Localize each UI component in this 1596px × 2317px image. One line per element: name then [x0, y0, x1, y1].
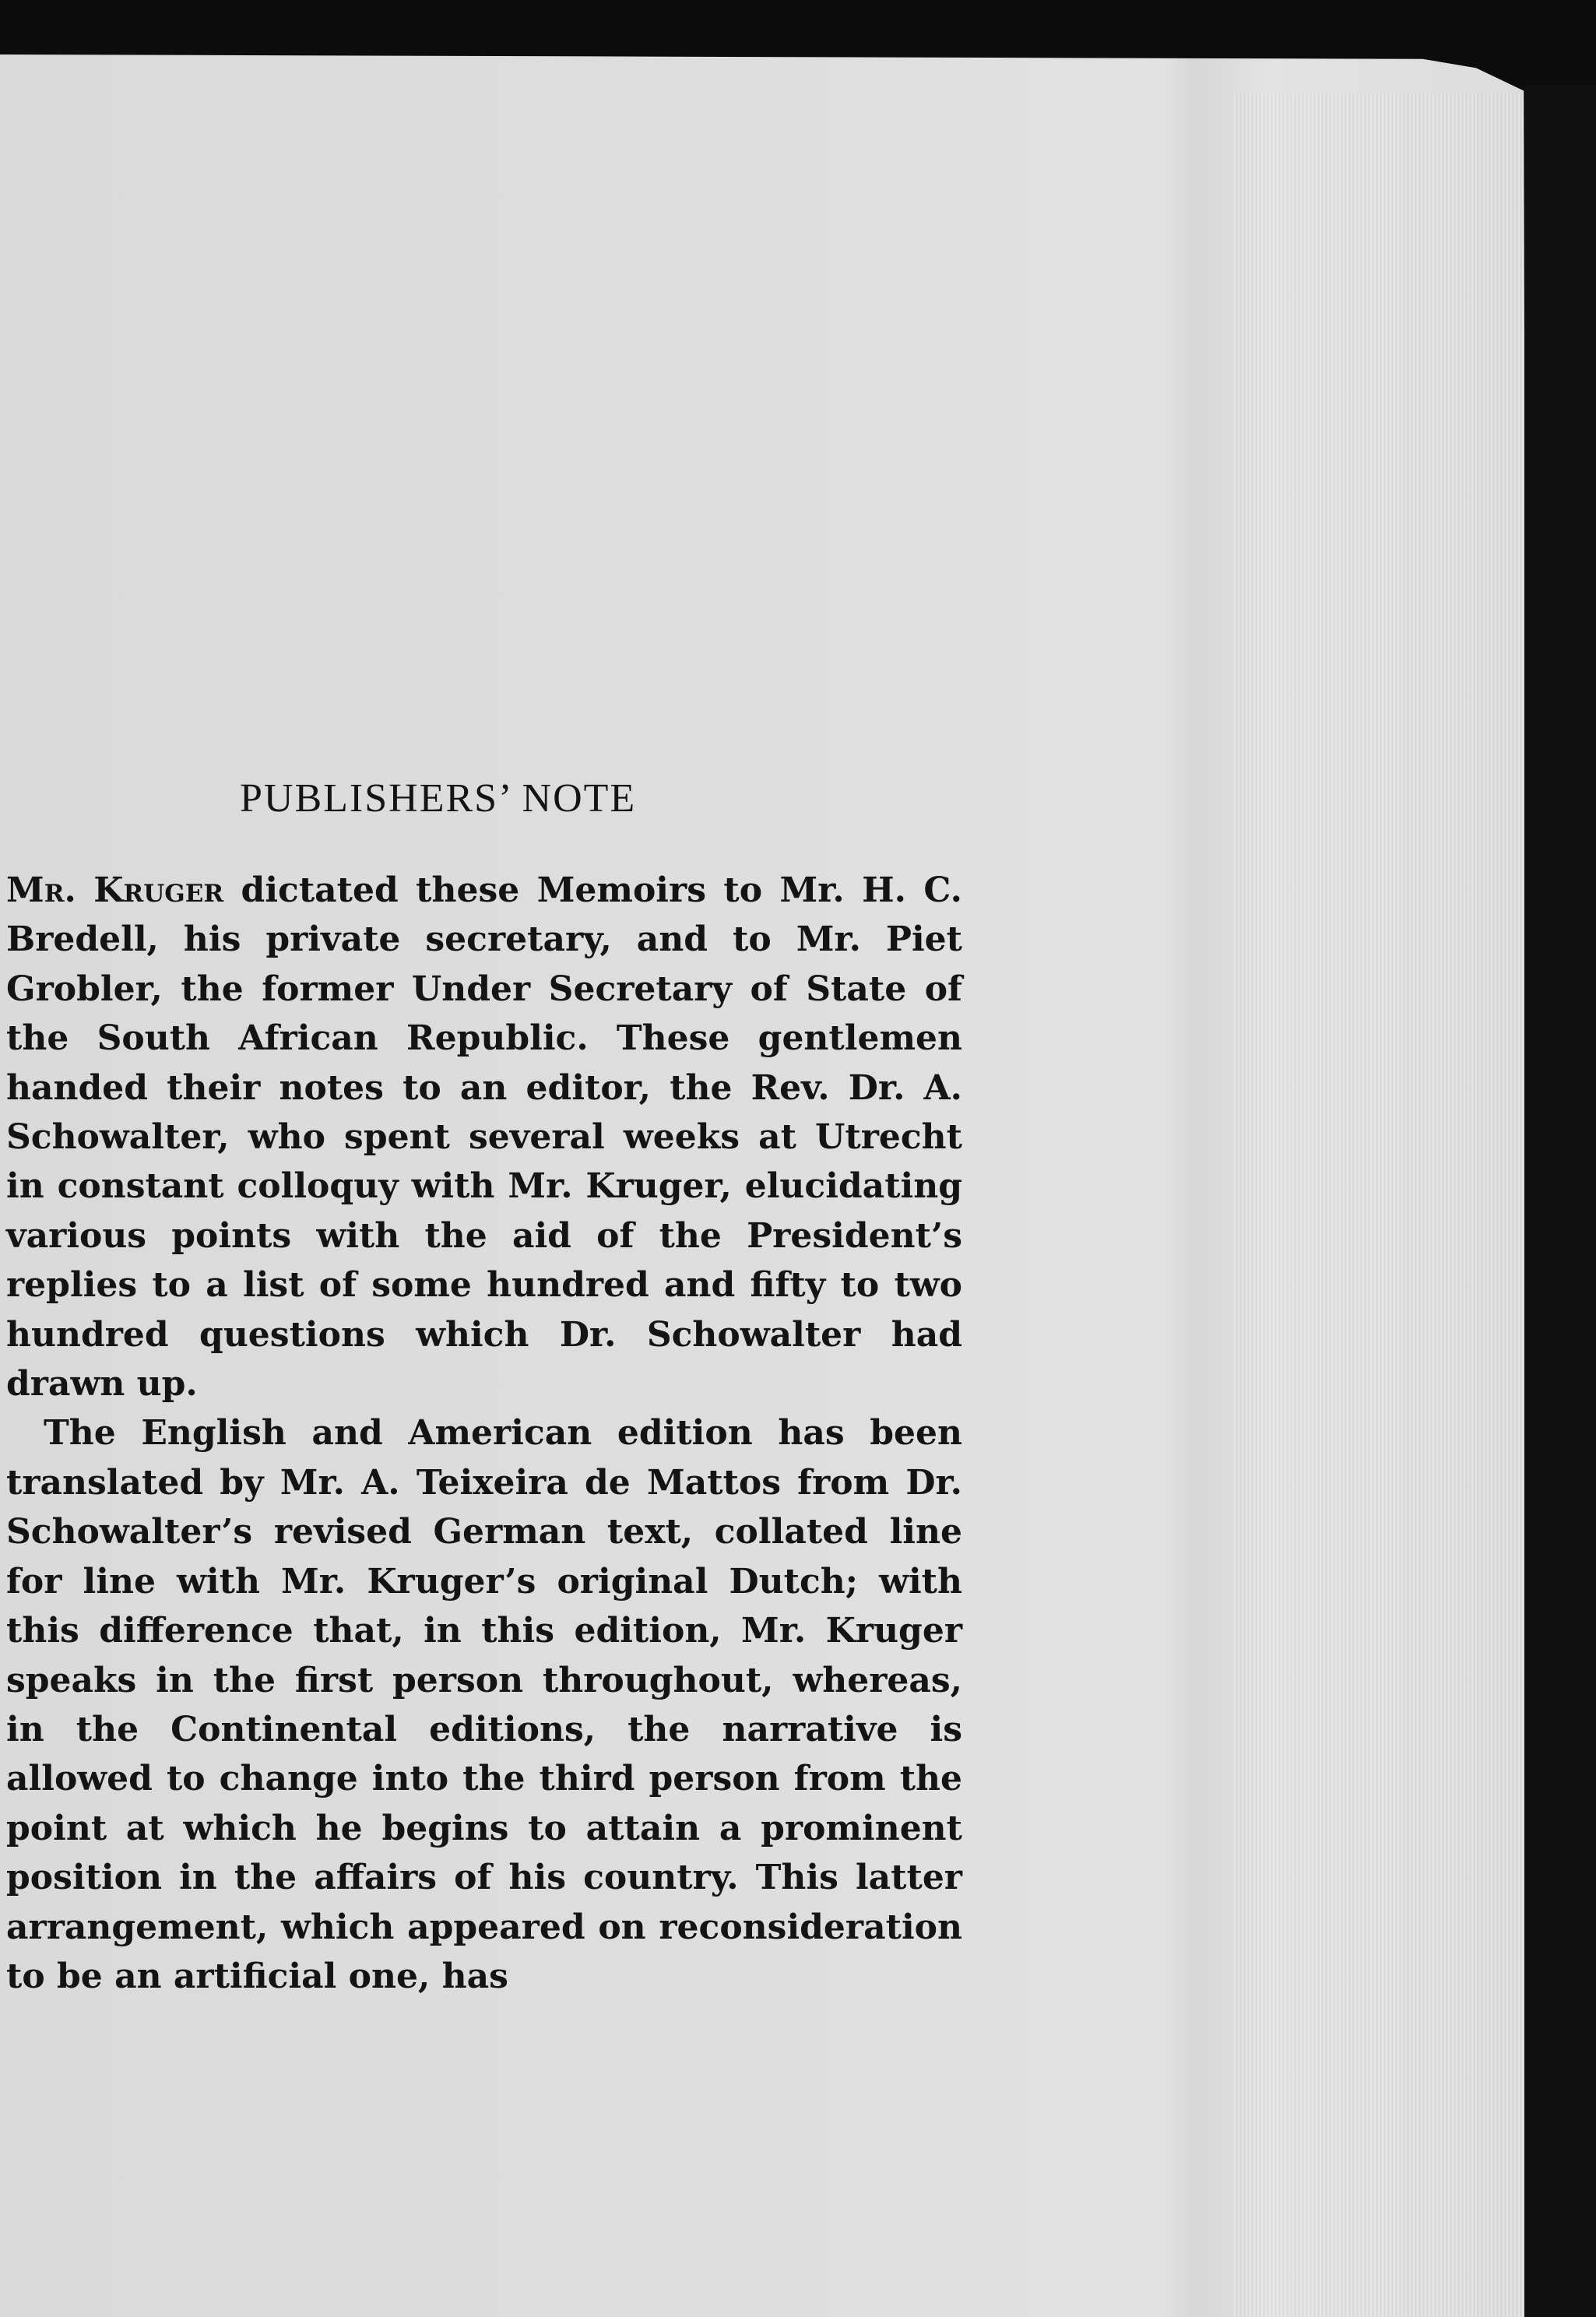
page-title: PUBLISHERS’ NOTE [240, 776, 637, 821]
paragraph-2: The English and American edition has been translated by Mr. A. Teixeira de Mattos from Dr. Schowalter’s revised German text, collated line for line with Mr. Kruger’s original Dutch; with this difference that, in this edition, Mr. Kruger speaks in the first person throughout, whereas, in the Continental editions, the narrative is allowed to change into the third person from the point at which he begins to attain a prominent position in the affairs of his country. This latter arrangement, which appeared on reconsideration to be an artificial one, has [6, 1413, 962, 1996]
scan-shadow [1524, 86, 1596, 2317]
page-fore-edge [1234, 93, 1530, 2317]
paragraph-1-text: dictated these Memoirs to Mr. H. C. Bredell, his private secretary, and to Mr. Piet Grobler, the former Under Secretary of State of the South African Republic. These gentlemen handed their notes to an editor, the Rev. Dr. A. Schowalter, who spent several weeks at Utrecht in constant colloquy with Mr. Kruger, elucidating various points with the aid of the President’s replies to a list of some hundred and fifty to two hundred questions which Dr. Schowalter had drawn up. [6, 870, 962, 1405]
note-text-block [6, 776, 962, 2001]
paragraph-1-lead: Mr. Kruger [6, 870, 224, 910]
paragraph-1 [6, 866, 962, 1408]
